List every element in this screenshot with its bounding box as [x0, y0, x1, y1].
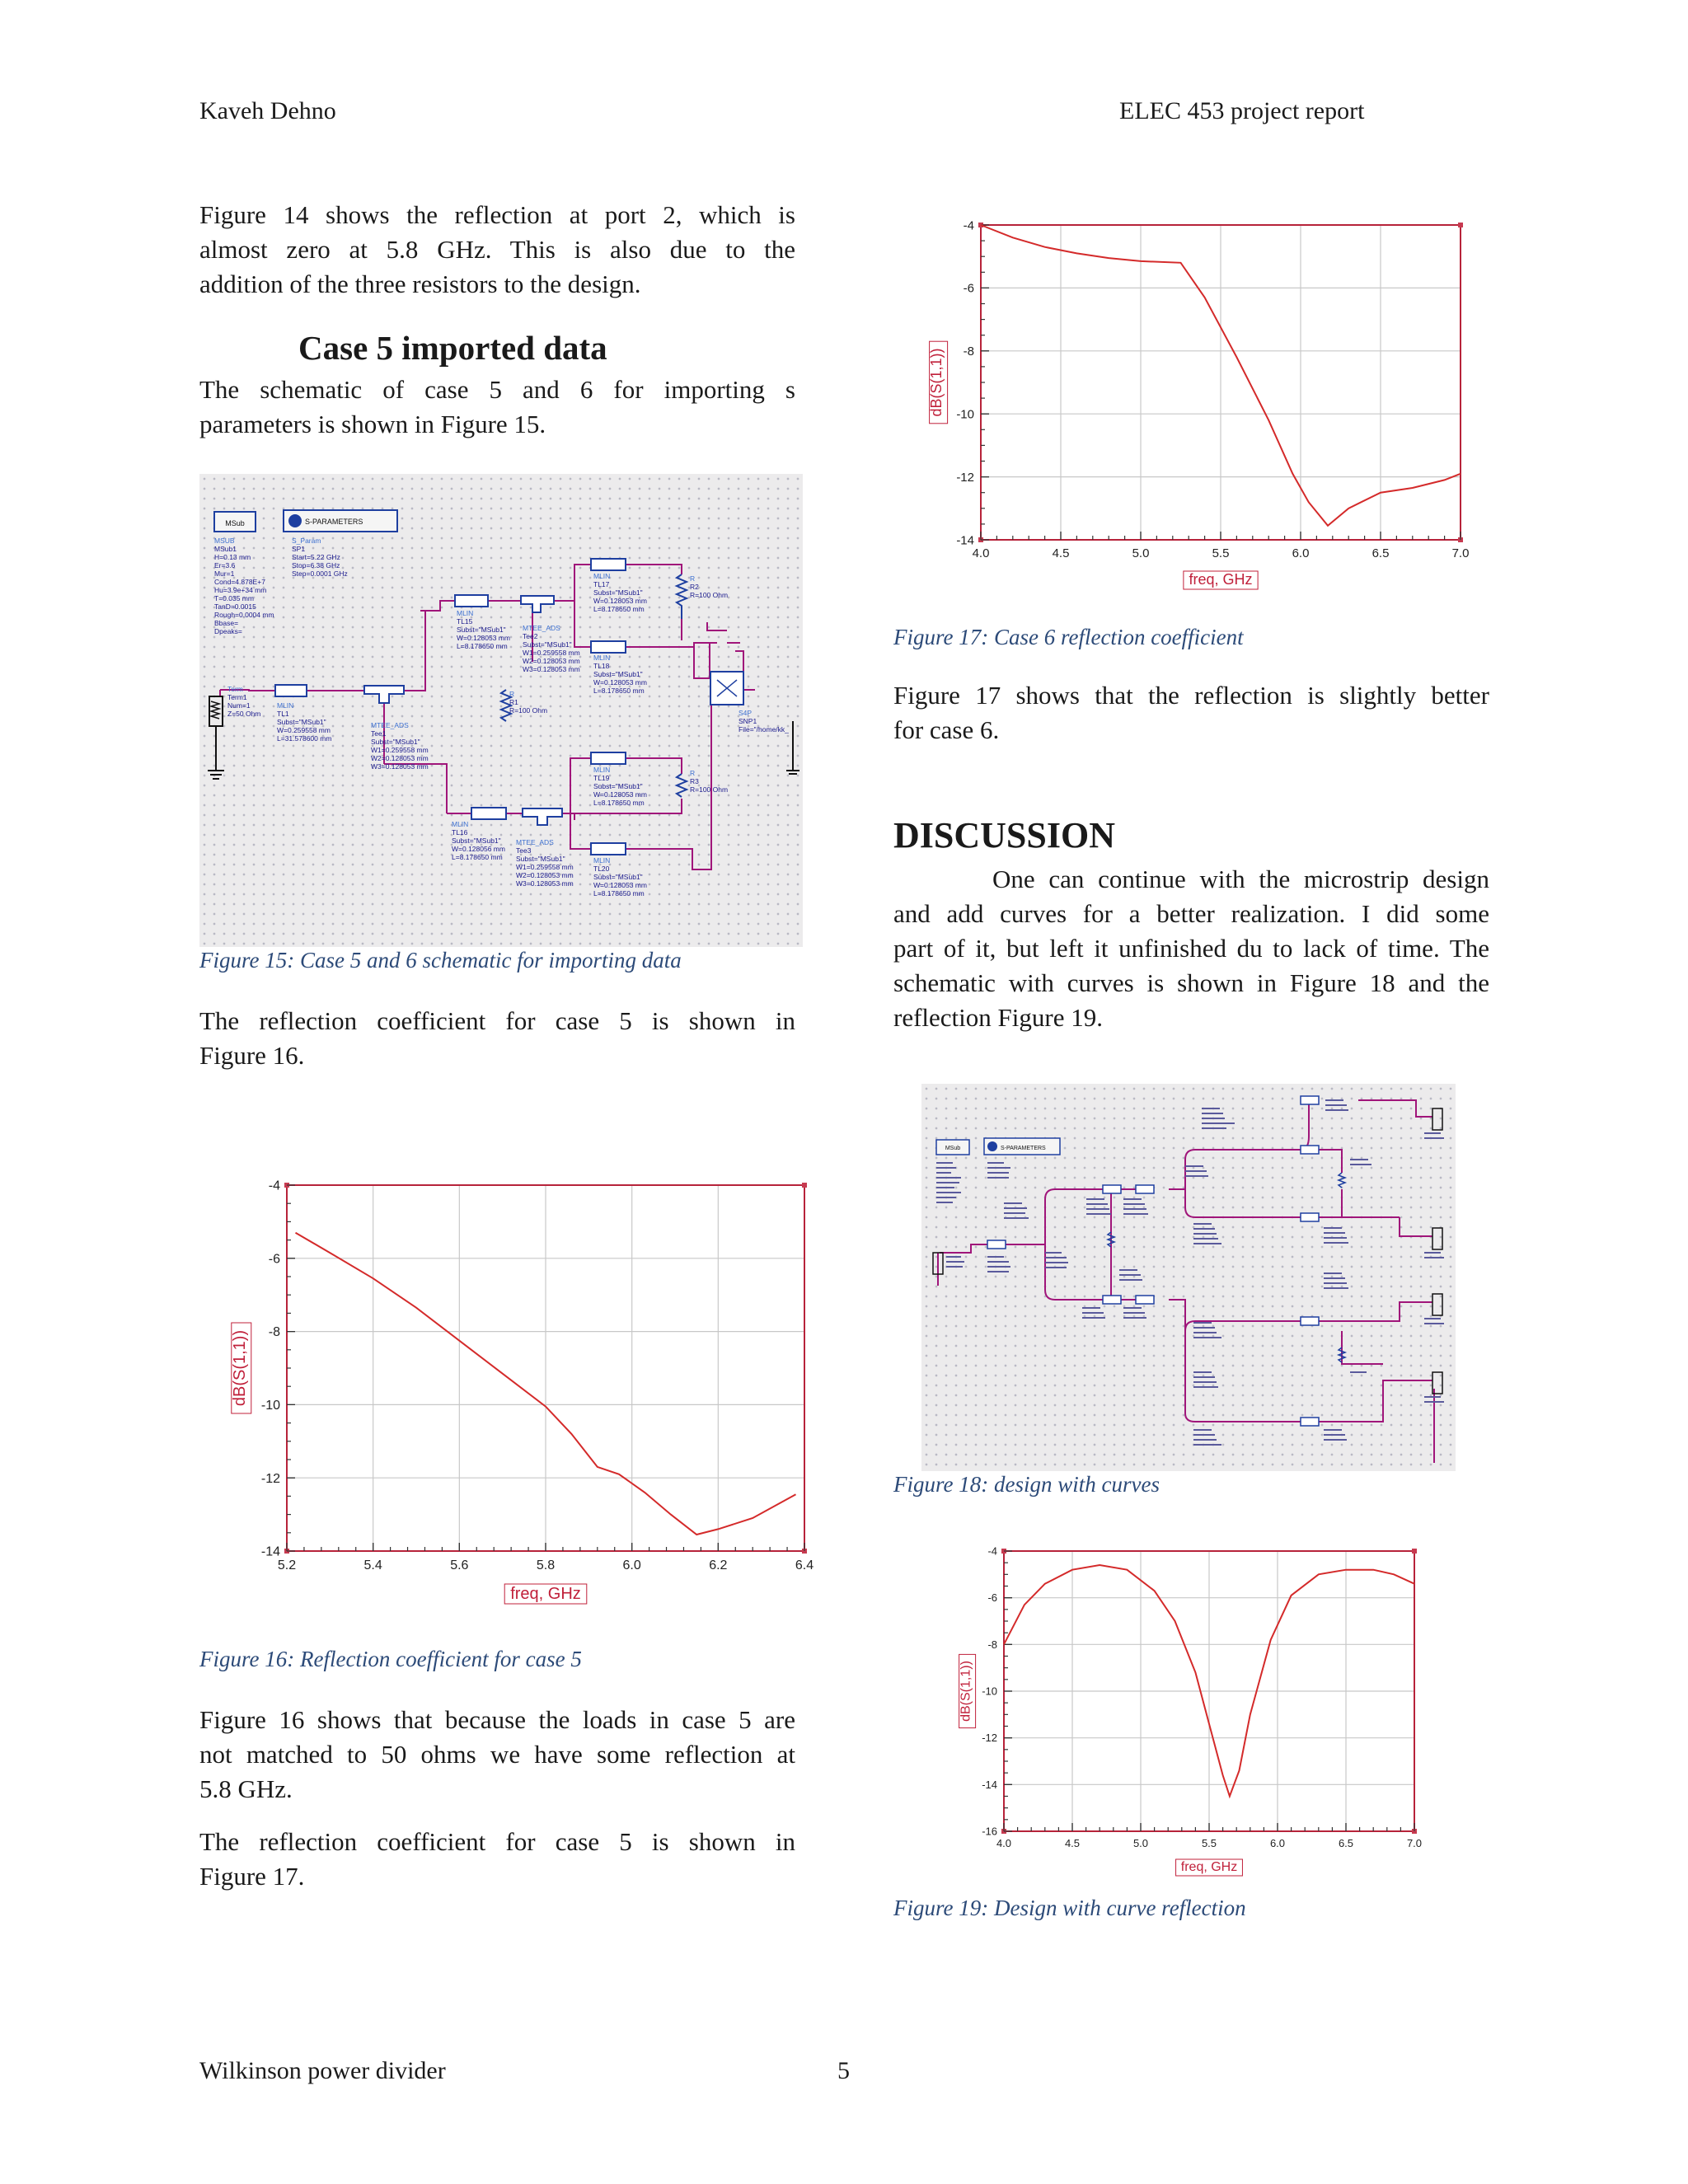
- x-tick-label: 4.5: [1052, 546, 1070, 560]
- x-tick-label: 6.0: [1269, 1837, 1286, 1849]
- tee3-params: MTEE_ADS Tee3 Subst="MSub1" W1=0.259558 mm W2=0.128053 mm W3=0.128053 mm: [516, 838, 574, 888]
- y-tick-label: -8: [268, 1325, 280, 1340]
- x-tick-label: 5.0: [1132, 1837, 1149, 1849]
- tl18-params: MLIN TL18 Subst="MSub1" W=0.128053 mm L=8.178650 mm: [593, 654, 647, 695]
- tl15-params: MLIN TL15 Subst="MSub1" W=0.128053 mm L=8.178650 mm: [457, 609, 510, 650]
- schematic-18-drawing: [921, 1084, 1456, 1471]
- figure-19-caption: Figure 19: Design with curve reflection: [893, 1896, 1246, 1920]
- sparam-title: S-PARAMETERS: [305, 518, 363, 526]
- x-tick-label: 7.0: [1406, 1837, 1423, 1849]
- sparam-params: S_Param SP1 Start=5.22 GHz Stop=6.38 GHz Step=0.0001 GHz: [292, 537, 348, 578]
- text-line: for case 6.: [893, 715, 1000, 744]
- y-tick-label: -4: [268, 1179, 280, 1193]
- header-author: Kaveh Dehno: [199, 97, 336, 124]
- text-line: and add curves for a better realization. I did some: [893, 899, 1489, 928]
- sparam-title: S-PARAMETERS: [1001, 1146, 1046, 1151]
- y-tick-label: -12: [982, 1732, 997, 1745]
- term-port-1: [208, 696, 224, 779]
- y-tick-label: -4: [987, 1544, 997, 1558]
- section-heading-case5: Case 5 imported data: [298, 329, 607, 367]
- y-tick-label: -6: [268, 1252, 280, 1267]
- resistors: [1108, 1173, 1345, 1362]
- text-line: Figure 16.: [199, 1041, 305, 1070]
- text-line: The schematic of case 5 and 6 for importing s: [199, 375, 795, 404]
- y-tick-label: -14: [260, 1544, 280, 1559]
- text-line: parameters is shown in Figure 15.: [199, 410, 546, 438]
- figure-15-caption: Figure 15: Case 5 and 6 schematic for importing data: [199, 948, 682, 972]
- mlin-blocks: [275, 559, 626, 855]
- y-tick-label: -8: [987, 1638, 997, 1651]
- x-tick-label: 6.5: [1372, 546, 1390, 560]
- text-line: part of it, but left it unfinished du to lack of time. The: [893, 934, 1489, 963]
- y-tick-label: -8: [963, 344, 974, 359]
- figure-17-caption: Figure 17: Case 6 reflection coefficient: [893, 625, 1244, 649]
- y-tick-label: -10: [260, 1399, 280, 1413]
- text-line: The reflection coefficient for case 5 is shown in: [199, 1006, 795, 1035]
- y-tick-label: -16: [982, 1825, 997, 1838]
- left-paragraph-1: [199, 198, 795, 302]
- figure-15-schematic: [199, 474, 803, 947]
- x-axis-label: freq, GHz: [510, 1585, 581, 1603]
- msub-title: MSub: [945, 1146, 961, 1151]
- y-tick-label: -14: [982, 1778, 997, 1791]
- figure-16-caption: Figure 16: Reflection coefficient for case 5: [199, 1647, 582, 1671]
- text-line: Figure 17.: [199, 1862, 305, 1891]
- chart-fig17-svg: [898, 210, 1475, 614]
- tl17-params: MLIN TL17 Subst="MSub1" W=0.128053 mm L=8.178650 mm: [593, 572, 647, 613]
- x-tick-label: 5.5: [1201, 1837, 1217, 1849]
- x-tick-label: 5.5: [1212, 546, 1230, 560]
- tee2-params: MTEE_ADS Tee2 Subst="MSub1" W1=0.259558 mm W2=0.128053 mm W3=0.128053 mm: [523, 624, 580, 673]
- schematic-15-drawing: [199, 474, 803, 947]
- x-tick-label: 7.0: [1451, 546, 1470, 560]
- y-axis-label: dB(S(1,1)): [959, 1661, 973, 1722]
- y-tick-label: -6: [963, 281, 974, 296]
- y-axis-label: dB(S(1,1)): [928, 348, 945, 417]
- x-tick-label: 4.0: [996, 1837, 1012, 1849]
- y-tick-label: -10: [982, 1685, 997, 1698]
- msub-title: MSub: [225, 519, 245, 527]
- x-tick-label: 4.0: [972, 546, 990, 560]
- term-params: Term Term1 Num=1 Z=50 Ohm: [227, 685, 261, 718]
- text-line: Figure 17 shows that the reflection is slightly better: [893, 681, 1489, 710]
- section-heading-discussion: DISCUSSION: [893, 815, 1115, 855]
- left-paragraph-5: [199, 1825, 795, 1894]
- wire-network: [220, 565, 755, 869]
- tee1-params: MTEE_ADS Tee1 Subst="MSub1" W1=0.259558 mm W2=0.128053 mm W3=0.128053 mm: [371, 721, 429, 771]
- right-paragraph-1: [893, 678, 1489, 748]
- page-number: 5: [837, 2057, 850, 2084]
- x-tick-label: 6.0: [622, 1558, 641, 1572]
- x-tick-label: 6.5: [1338, 1837, 1354, 1849]
- msub-params: MSUB MSub1 H=0.13 mm Er=3.6 Mur=1 Cond=4.878E+7 Hu=3.9e+34 mm T=0.035 mm TanD=0.0015 Rough=0.0004 mm Bbase= Dpeaks=: [214, 537, 274, 635]
- header-report-title: ELEC 453 project report: [1119, 97, 1365, 124]
- chart-fig19-svg: [907, 1541, 1451, 1904]
- corner-marker: [1412, 1549, 1417, 1554]
- text-line: reflection Figure 19.: [893, 1003, 1103, 1032]
- x-tick-label: 6.2: [709, 1558, 728, 1572]
- text-line: Figure 16 shows that because the loads in case 5 are: [199, 1705, 795, 1734]
- tl1-params: MLIN TL1 Subst="MSub1" W=0.259558 mm L=31.578600 mm: [277, 701, 332, 743]
- chart-fig16-svg: [198, 1137, 824, 1640]
- text-line: 5.8 GHz.: [199, 1774, 293, 1803]
- tl20-params: MLIN TL20 Subst="MSub1" W=0.128053 mm L=8.178650 mm: [593, 856, 647, 898]
- sparam-icon: [987, 1141, 997, 1151]
- y-axis-label: dB(S(1,1)): [230, 1329, 249, 1407]
- r1-params: R R1 R=100 Ohm: [509, 690, 548, 715]
- y-tick-label: -14: [956, 533, 974, 548]
- text-line: The reflection coefficient for case 5 is shown in: [199, 1827, 795, 1856]
- x-axis-label: freq, GHz: [1189, 571, 1253, 588]
- x-axis-label: freq, GHz: [1180, 1860, 1238, 1874]
- left-paragraph-4: [199, 1703, 795, 1807]
- x-tick-label: 5.8: [536, 1558, 556, 1572]
- figure-16-chart: [198, 1137, 824, 1640]
- x-tick-label: 5.4: [363, 1558, 382, 1572]
- figure-17-chart: [898, 210, 1475, 614]
- y-tick-label: -12: [260, 1471, 280, 1486]
- corner-marker: [1458, 223, 1463, 227]
- x-tick-label: 5.0: [1132, 546, 1150, 560]
- text-line: schematic with curves is shown in Figure 18 and the: [893, 968, 1489, 997]
- figure-18-caption: Figure 18: design with curves: [893, 1472, 1160, 1497]
- left-paragraph-2: [199, 373, 795, 442]
- text-line: almost zero at 5.8 GHz. This is also due to the: [199, 235, 795, 264]
- right-paragraph-2: [893, 862, 1489, 1035]
- figure-18-schematic: [921, 1084, 1456, 1471]
- footer-title: Wilkinson power divider: [199, 2057, 446, 2084]
- figure-19-chart: [907, 1541, 1451, 1904]
- y-tick-label: -4: [963, 218, 974, 233]
- x-tick-label: 6.4: [795, 1558, 814, 1572]
- corner-marker: [802, 1183, 807, 1188]
- y-tick-label: -6: [987, 1591, 997, 1605]
- snp-params: S4P SNP1 File="/home/kk_: [738, 709, 789, 733]
- r2-params: R R2 R=100 Ohm: [690, 574, 729, 599]
- sparam-icon: [288, 514, 302, 527]
- text-line: not matched to 50 ohms we have some reflection at: [199, 1740, 795, 1769]
- r3-params: R R3 R=100 Ohm: [690, 769, 729, 794]
- text-line: One can continue with the microstrip design: [992, 865, 1489, 893]
- x-tick-label: 4.5: [1064, 1837, 1081, 1849]
- tl19-params: MLIN TL19 Subst="MSub1" W=0.128053 mm L=8.178650 mm: [593, 766, 647, 807]
- x-tick-label: 5.6: [450, 1558, 469, 1572]
- text-line: addition of the three resistors to the design.: [199, 269, 641, 298]
- tl16-params: MLIN TL16 Subst="MSub1" W=0.128056 mm L=8.178650 mm: [452, 820, 505, 861]
- left-paragraph-3: [199, 1004, 795, 1073]
- y-tick-label: -10: [956, 407, 974, 422]
- text-line: Figure 14 shows the reflection at port 2, which is: [199, 200, 795, 229]
- x-tick-label: 6.0: [1292, 546, 1310, 560]
- y-tick-label: -12: [956, 470, 974, 485]
- x-tick-label: 5.2: [277, 1558, 297, 1572]
